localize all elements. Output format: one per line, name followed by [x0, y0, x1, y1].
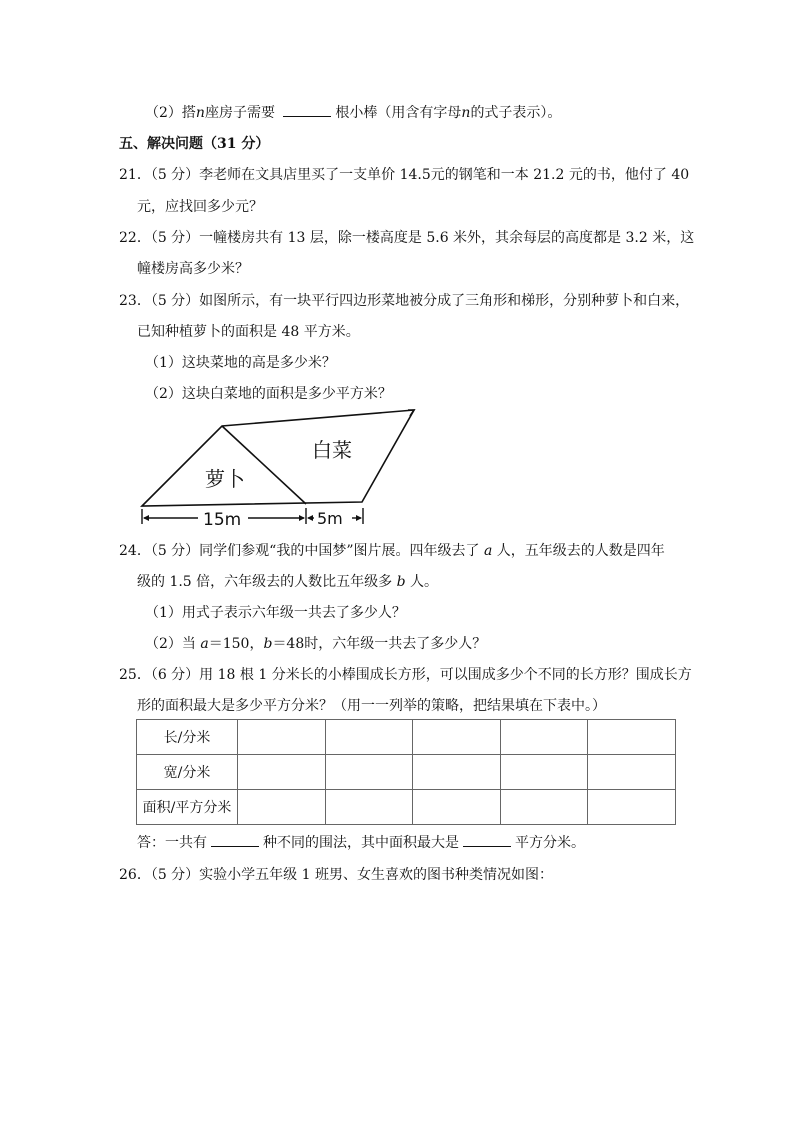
table-cell[interactable] — [325, 790, 413, 825]
table-row — [137, 755, 676, 790]
table-cell[interactable] — [500, 790, 588, 825]
q24-line1: 24．（5 分）同学们参观“我的中国梦”图片展。四年级去了 a 人，五年级去的人数是四年 — [119, 543, 665, 559]
q26-line1: 26．（5 分）实验小学五年级 1 班男、女生喜欢的图书种类情况如图： — [119, 867, 553, 883]
table-cell[interactable] — [413, 720, 501, 755]
q23-sub2: （2）这块白菜地的面积是多少平方米？ — [145, 386, 392, 402]
answer-blank-count[interactable] — [211, 834, 259, 847]
dim-label-5m: 5m — [317, 509, 343, 528]
q25-answer-line: 答：一共有 种不同的围法，其中面积最大是 平方分米。 — [137, 835, 585, 851]
parallelogram-outline — [142, 410, 414, 506]
table-cell[interactable] — [325, 720, 413, 755]
table-cell[interactable] — [238, 720, 326, 755]
q22-line1: 22．（5 分）一幢楼房共有 13 层，除一楼高度是 5.6 米外，其余每层的高度都是 3.2 米，这 — [119, 230, 695, 246]
table-cell[interactable] — [500, 720, 588, 755]
table-cell[interactable] — [500, 755, 588, 790]
table-row — [137, 790, 676, 825]
table-cell[interactable] — [588, 755, 676, 790]
triangle-divider — [222, 426, 306, 504]
q23-line1: 23．（5 分）如图所示，有一块平行四边形菜地被分成了三角形和梯形，分别种萝卜和白来， — [119, 293, 690, 309]
label-radish: 萝卜 — [205, 467, 245, 491]
answer-table — [136, 719, 676, 825]
q21-line1: 21．（5 分）李老师在文具店里买了一支单价 14.5元的钢笔和一本 21.2 元的书，他付了 40 — [119, 167, 690, 183]
row-header-area: 面积/平方分米 — [137, 790, 238, 825]
section-heading: 五、解决问题（31 分） — [119, 136, 270, 152]
parallelogram-figure — [130, 402, 450, 532]
q23-sub1: （1）这块菜地的高是多少米？ — [145, 355, 336, 371]
q20-part2: （2）搭n座房子需要 根小棒（用含有字母n的式子表示）。 — [145, 105, 562, 121]
row-header-width: 宽/分米 — [137, 755, 238, 790]
table-cell[interactable] — [588, 790, 676, 825]
q25-line1: 25．（6 分）用 18 根 1 分米长的小棒围成长方形，可以围成多少个不同的长方形？围成长方 — [119, 667, 692, 683]
table-row — [137, 720, 676, 755]
q24-sub1: （1）用式子表示六年级一共去了多少人？ — [145, 605, 406, 621]
dim-label-15m: 15m — [203, 510, 242, 530]
q24-line2: 级的 1.5 倍，六年级去的人数比五年级多 b 人。 — [137, 574, 439, 590]
q25-line2: 形的面积最大是多少平方分米？（用一一列举的策略，把结果填在下表中。） — [137, 698, 606, 714]
answer-blank[interactable] — [283, 104, 331, 117]
arrow-right — [356, 515, 362, 521]
arrow-left — [143, 515, 149, 521]
q24-sub2: （2）当 a＝150，b＝48时，六年级一共去了多少人？ — [145, 636, 487, 652]
q21-line2: 元，应找回多少元？ — [137, 199, 263, 215]
answer-blank-area[interactable] — [463, 834, 511, 847]
q23-line2: 已知种植萝卜的面积是 48 平方米。 — [137, 324, 360, 340]
table-cell[interactable] — [413, 755, 501, 790]
table-cell[interactable] — [325, 755, 413, 790]
table-cell[interactable] — [238, 755, 326, 790]
table-cell[interactable] — [238, 790, 326, 825]
row-header-length: 长/分米 — [137, 720, 238, 755]
arrow-mid-left — [299, 515, 305, 521]
label-cabbage: 白菜 — [312, 438, 352, 462]
table-cell[interactable] — [588, 720, 676, 755]
q22-line2: 幢楼房高多少米？ — [137, 261, 249, 277]
table-cell[interactable] — [413, 790, 501, 825]
arrow-mid-right — [307, 515, 313, 521]
